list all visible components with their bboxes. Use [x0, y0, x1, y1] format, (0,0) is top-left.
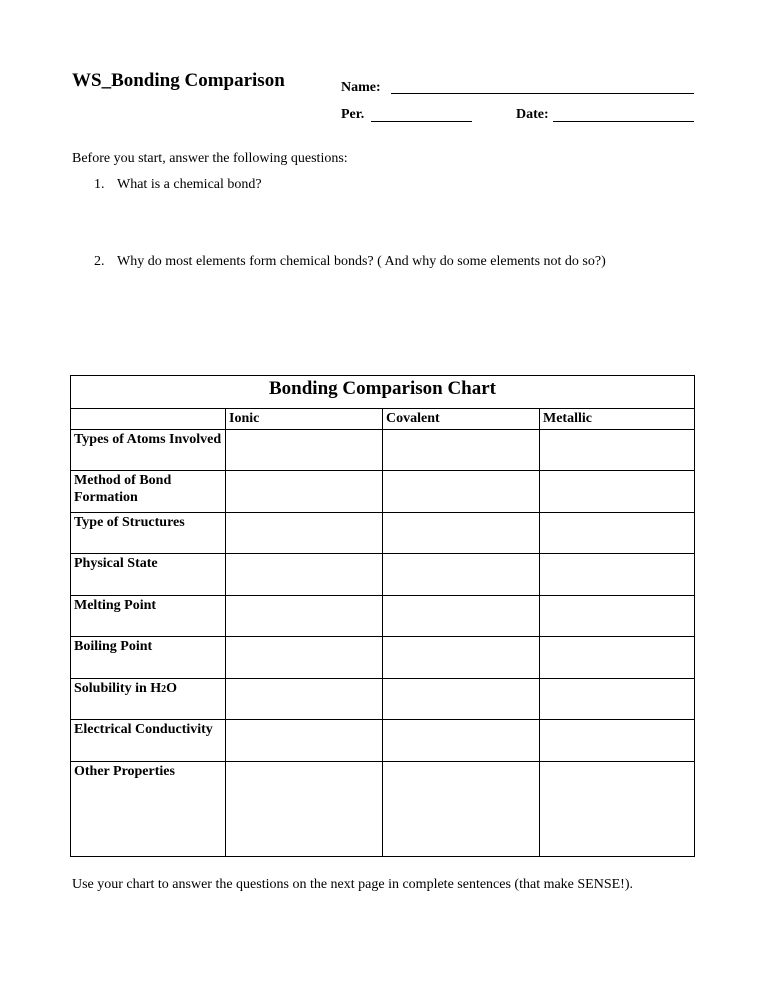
- chart-row: [71, 554, 695, 596]
- answer-cell[interactable]: [540, 595, 695, 637]
- answer-cell[interactable]: [383, 720, 540, 762]
- row-label: Melting Point: [71, 595, 226, 637]
- answer-cell[interactable]: [540, 471, 695, 513]
- answer-cell[interactable]: [226, 595, 383, 637]
- answer-cell[interactable]: [540, 678, 695, 720]
- row-label: [71, 678, 226, 720]
- question-text: What is a chemical bond?: [117, 177, 262, 192]
- answer-cell[interactable]: [540, 429, 695, 471]
- answer-cell[interactable]: [226, 554, 383, 596]
- chart-row: [71, 637, 695, 679]
- answer-cell[interactable]: [540, 512, 695, 554]
- question-number: 2.: [94, 254, 105, 269]
- answer-cell[interactable]: [226, 512, 383, 554]
- column-header-covalent: Covalent: [383, 409, 540, 429]
- period-blank[interactable]: [371, 121, 472, 122]
- row-label: Electrical Conductivity: [71, 720, 226, 762]
- solubility-subscript: 2: [161, 683, 167, 695]
- name-blank[interactable]: [391, 93, 694, 94]
- answer-cell[interactable]: [383, 429, 540, 471]
- solubility-tail: O: [166, 680, 178, 696]
- chart-row: [71, 678, 695, 720]
- answer-cell[interactable]: [540, 637, 695, 679]
- date-label: Date:: [516, 107, 549, 122]
- answer-cell[interactable]: [383, 637, 540, 679]
- answer-cell[interactable]: [383, 595, 540, 637]
- chart-row: [71, 720, 695, 762]
- answer-cell[interactable]: [540, 720, 695, 762]
- answer-cell[interactable]: [226, 471, 383, 513]
- answer-cell[interactable]: [540, 761, 695, 856]
- footer-instruction: Use your chart to answer the questions on the next page in complete sentences (that make SENSE!).: [72, 877, 634, 892]
- period-label: Per.: [341, 107, 365, 122]
- answer-cell[interactable]: [383, 678, 540, 720]
- chart-title: Bonding Comparison Chart: [71, 376, 695, 409]
- bonding-comparison-chart: [70, 375, 695, 857]
- answer-cell[interactable]: [540, 554, 695, 596]
- chart-row: [71, 429, 695, 471]
- answer-cell[interactable]: [383, 471, 540, 513]
- chart-row: [71, 512, 695, 554]
- corner-cell: [71, 409, 226, 429]
- intro-text: Before you start, answer the following questions:: [72, 151, 348, 166]
- chart-row: [71, 471, 695, 513]
- question-number: 1.: [94, 177, 105, 192]
- question-1: [94, 177, 262, 193]
- question-text: Why do most elements form chemical bonds? ( And why do some elements not do so?): [117, 254, 606, 269]
- solubility-label: Solubility in H: [74, 680, 162, 696]
- row-label: Type of Structures: [71, 512, 226, 554]
- row-label: Other Properties: [71, 761, 226, 856]
- row-label: Physical State: [71, 554, 226, 596]
- answer-cell[interactable]: [383, 554, 540, 596]
- row-label: Types of Atoms Involved: [71, 429, 226, 471]
- answer-cell[interactable]: [383, 761, 540, 856]
- question-2: [94, 254, 606, 270]
- date-blank[interactable]: [553, 121, 694, 122]
- answer-cell[interactable]: [226, 637, 383, 679]
- row-label: Method of Bond Formation: [71, 471, 226, 513]
- row-label: Boiling Point: [71, 637, 226, 679]
- answer-cell[interactable]: [226, 761, 383, 856]
- answer-cell[interactable]: [226, 678, 383, 720]
- worksheet-title: WS_Bonding Comparison: [72, 70, 285, 91]
- answer-cell[interactable]: [383, 512, 540, 554]
- answer-cell[interactable]: [226, 720, 383, 762]
- chart-row: [71, 761, 695, 856]
- column-header-metallic: Metallic: [540, 409, 695, 429]
- column-header-ionic: Ionic: [226, 409, 383, 429]
- name-label: Name:: [341, 80, 381, 95]
- chart-row: [71, 595, 695, 637]
- answer-cell[interactable]: [226, 429, 383, 471]
